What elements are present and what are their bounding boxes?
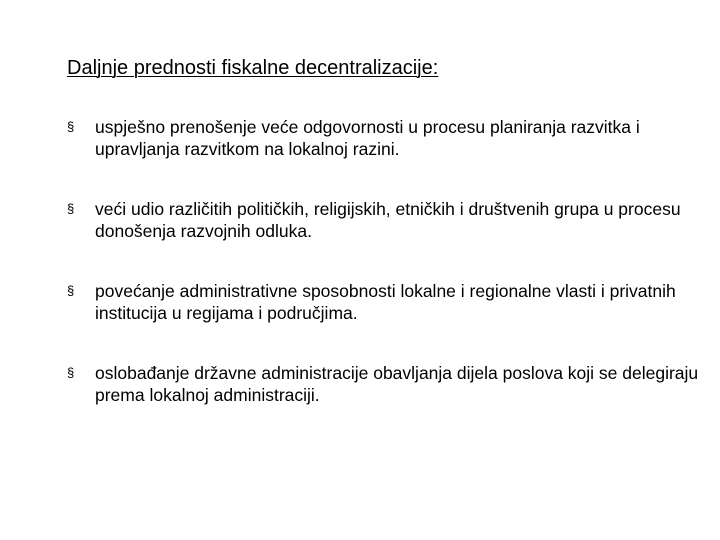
bullet-text: uspješno prenošenje veće odgovornosti u procesu planiranja razvitka i upravljanja razvitkom na lokalnoj razini. — [95, 117, 640, 159]
section-sign-icon: § — [67, 201, 75, 216]
bullet-text: veći udio različitih političkih, religijskih, etničkih i društvenih grupa u procesu donošenja razvojnih odluka. — [95, 199, 681, 241]
slide-title: Daljnje prednosti fiskalne decentralizacije: — [67, 57, 439, 79]
bullet-list — [67, 116, 702, 444]
section-sign-icon: § — [67, 365, 75, 380]
bullet-item — [67, 362, 702, 406]
bullet-item — [67, 198, 702, 242]
bullet-text: povećanje administrativne sposobnosti lokalne i regionalne vlasti i privatnih institucija u regijama i područjima. — [95, 281, 676, 323]
bullet-item — [67, 116, 702, 160]
bullet-text: oslobađanje državne administracije obavljanja dijela poslova koji se delegiraju prema lokalnoj administraciji. — [95, 363, 699, 405]
bullet-item — [67, 280, 702, 324]
section-sign-icon: § — [67, 283, 75, 298]
section-sign-icon: § — [67, 119, 75, 134]
